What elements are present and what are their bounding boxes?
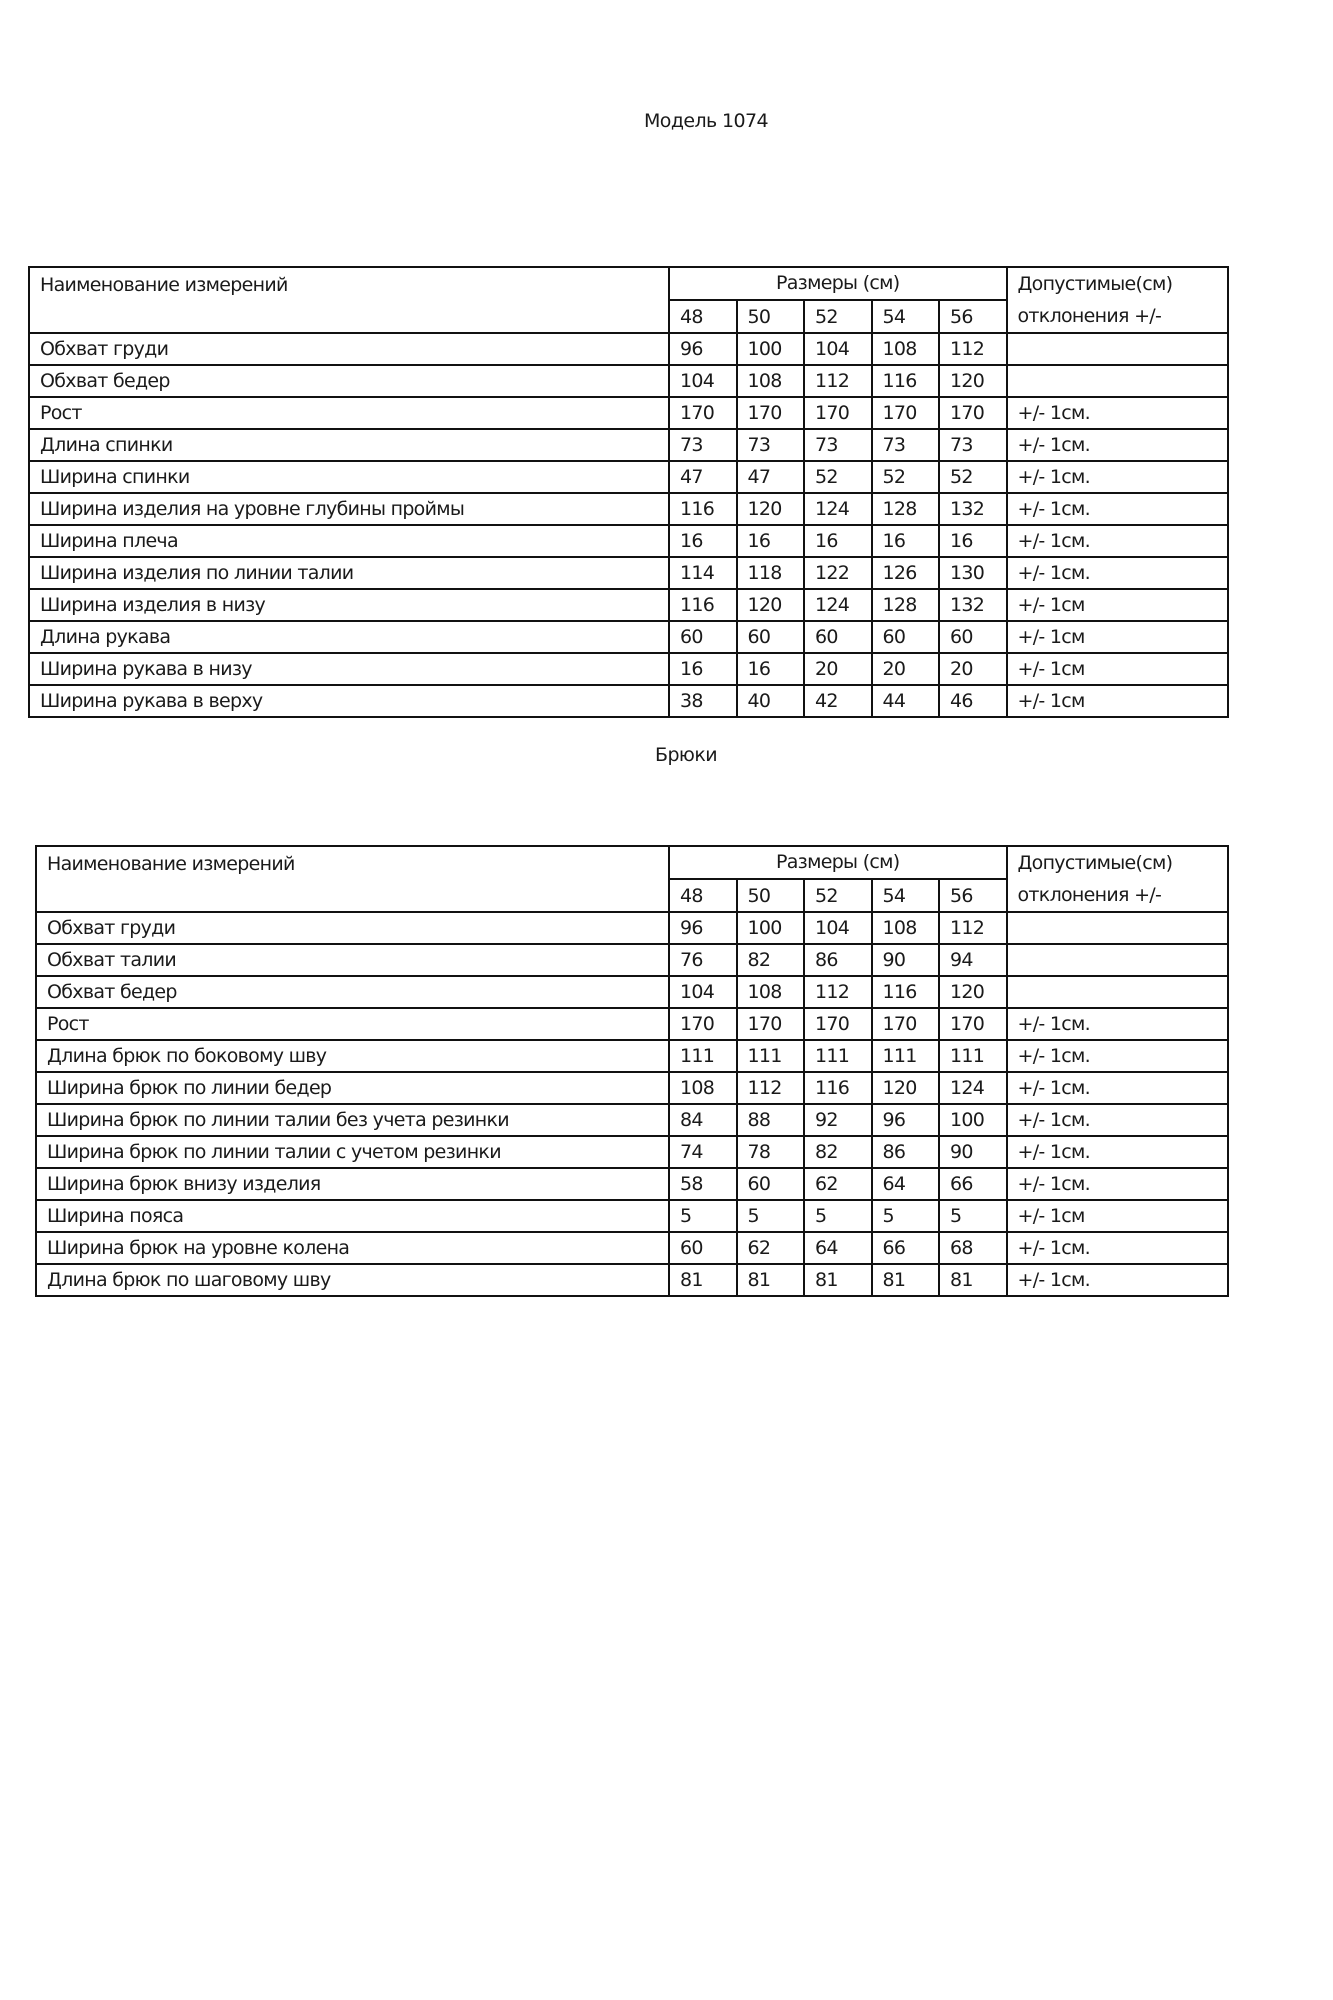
tolerance-value (1007, 365, 1228, 397)
tolerance-header-line1: Допустимые(см) (1017, 273, 1173, 295)
measurement-value: 118 (737, 557, 805, 589)
measurement-value: 108 (669, 1072, 737, 1104)
measurement-value: 108 (737, 365, 805, 397)
measurement-value: 81 (804, 1264, 872, 1296)
tolerance-value: +/- 1см. (1007, 1168, 1228, 1200)
measurement-value: 52 (872, 461, 940, 493)
size-header: 48 (669, 300, 737, 333)
measurement-value: 170 (939, 1008, 1007, 1040)
measurement-value: 111 (804, 1040, 872, 1072)
table-row (29, 557, 1228, 589)
measurement-value: 60 (669, 621, 737, 653)
measurement-value: 92 (804, 1104, 872, 1136)
measurement-name: Рост (29, 397, 669, 429)
table-row (36, 976, 1228, 1008)
tolerance-value: +/- 1см. (1007, 525, 1228, 557)
column-header-name: Наименование измерений (29, 267, 669, 333)
measurement-value: 108 (737, 976, 805, 1008)
tolerance-value: +/- 1см. (1007, 1040, 1228, 1072)
jacket-measurements-table (28, 266, 1229, 718)
measurement-value: 16 (804, 525, 872, 557)
measurement-value: 60 (872, 621, 940, 653)
measurement-name: Ширина плеча (29, 525, 669, 557)
measurement-value: 170 (804, 1008, 872, 1040)
measurement-value: 112 (804, 365, 872, 397)
measurement-name: Ширина изделия в низу (29, 589, 669, 621)
measurement-name: Ширина рукава в низу (29, 653, 669, 685)
measurement-value: 20 (939, 653, 1007, 685)
trousers-measurements-table (35, 845, 1229, 1297)
measurement-value: 170 (737, 1008, 805, 1040)
size-header: 56 (939, 300, 1007, 333)
measurement-value: 62 (804, 1168, 872, 1200)
tolerance-value: +/- 1см. (1007, 1264, 1228, 1296)
measurement-value: 40 (737, 685, 805, 717)
measurement-name: Рост (36, 1008, 669, 1040)
measurement-value: 111 (939, 1040, 1007, 1072)
size-header: 56 (939, 879, 1007, 912)
measurement-value: 122 (804, 557, 872, 589)
tolerance-value: +/- 1см (1007, 653, 1228, 685)
measurement-value: 116 (872, 365, 940, 397)
measurement-value: 60 (669, 1232, 737, 1264)
measurement-value: 94 (939, 944, 1007, 976)
measurement-value: 111 (872, 1040, 940, 1072)
table-row (29, 493, 1228, 525)
column-header-name: Наименование измерений (36, 846, 669, 912)
measurement-value: 81 (737, 1264, 805, 1296)
measurement-name: Ширина изделия по линии талии (29, 557, 669, 589)
measurement-value: 5 (872, 1200, 940, 1232)
measurement-name: Длина рукава (29, 621, 669, 653)
measurement-name: Ширина спинки (29, 461, 669, 493)
measurement-value: 100 (737, 333, 805, 365)
measurement-value: 120 (737, 493, 805, 525)
measurement-value: 120 (872, 1072, 940, 1104)
measurement-value: 124 (804, 589, 872, 621)
measurement-value: 81 (939, 1264, 1007, 1296)
measurement-value: 47 (737, 461, 805, 493)
tolerance-value: +/- 1см. (1007, 1008, 1228, 1040)
measurement-name: Ширина брюк по линии талии без учета резинки (36, 1104, 669, 1136)
measurement-value: 5 (939, 1200, 1007, 1232)
measurement-value: 84 (669, 1104, 737, 1136)
measurement-value: 170 (939, 397, 1007, 429)
measurement-name: Ширина изделия на уровне глубины проймы (29, 493, 669, 525)
column-header-sizes: Размеры (см) (669, 267, 1007, 300)
measurement-value: 76 (669, 944, 737, 976)
measurement-value: 104 (804, 912, 872, 944)
measurement-value: 116 (872, 976, 940, 1008)
measurement-value: 52 (939, 461, 1007, 493)
measurement-value: 112 (939, 333, 1007, 365)
measurement-value: 81 (669, 1264, 737, 1296)
measurement-value: 82 (804, 1136, 872, 1168)
measurement-name: Ширина брюк по линии талии с учетом резинки (36, 1136, 669, 1168)
measurement-value: 64 (804, 1232, 872, 1264)
measurement-name: Обхват груди (36, 912, 669, 944)
measurement-value: 108 (872, 912, 940, 944)
measurement-value: 58 (669, 1168, 737, 1200)
measurement-value: 170 (872, 1008, 940, 1040)
measurement-value: 111 (737, 1040, 805, 1072)
tolerance-value (1007, 944, 1228, 976)
table-row (29, 397, 1228, 429)
table-row (36, 1200, 1228, 1232)
measurement-value: 114 (669, 557, 737, 589)
measurement-name: Ширина рукава в верху (29, 685, 669, 717)
table-row (36, 1008, 1228, 1040)
measurement-value: 5 (737, 1200, 805, 1232)
measurement-value: 60 (737, 621, 805, 653)
measurement-value: 112 (804, 976, 872, 1008)
measurement-value: 132 (939, 589, 1007, 621)
measurement-name: Обхват талии (36, 944, 669, 976)
measurement-value: 5 (804, 1200, 872, 1232)
measurement-value: 16 (669, 525, 737, 557)
size-header: 54 (872, 300, 940, 333)
header-row (29, 267, 1228, 300)
measurement-value: 100 (939, 1104, 1007, 1136)
tolerance-value: +/- 1см. (1007, 493, 1228, 525)
measurement-value: 60 (737, 1168, 805, 1200)
measurement-name: Обхват груди (29, 333, 669, 365)
table-row (36, 912, 1228, 944)
section-title-trousers: Брюки (655, 744, 717, 766)
table-row (36, 1264, 1228, 1296)
tolerance-value: +/- 1см. (1007, 1104, 1228, 1136)
header-row (36, 846, 1228, 879)
measurement-name: Ширина брюк по линии бедер (36, 1072, 669, 1104)
size-header: 48 (669, 879, 737, 912)
measurement-value: 86 (804, 944, 872, 976)
measurement-value: 170 (872, 397, 940, 429)
measurement-value: 96 (669, 912, 737, 944)
measurement-value: 108 (872, 333, 940, 365)
column-header-tolerance (1007, 846, 1228, 912)
measurement-value: 16 (872, 525, 940, 557)
measurement-value: 111 (669, 1040, 737, 1072)
tolerance-value: +/- 1см. (1007, 429, 1228, 461)
measurement-value: 74 (669, 1136, 737, 1168)
measurement-value: 20 (804, 653, 872, 685)
measurement-value: 16 (669, 653, 737, 685)
measurement-value: 82 (737, 944, 805, 976)
size-header: 50 (737, 300, 805, 333)
measurement-value: 104 (669, 365, 737, 397)
measurement-value: 16 (737, 525, 805, 557)
measurement-value: 116 (669, 493, 737, 525)
table-row (36, 1040, 1228, 1072)
measurement-value: 170 (669, 397, 737, 429)
measurement-value: 126 (872, 557, 940, 589)
measurement-value: 124 (804, 493, 872, 525)
measurement-value: 60 (939, 621, 1007, 653)
measurement-value: 42 (804, 685, 872, 717)
table-row (29, 333, 1228, 365)
measurement-value: 16 (939, 525, 1007, 557)
measurement-value: 100 (737, 912, 805, 944)
size-header: 52 (804, 879, 872, 912)
table-row (29, 429, 1228, 461)
measurement-value: 73 (669, 429, 737, 461)
measurement-value: 170 (737, 397, 805, 429)
measurement-value: 120 (737, 589, 805, 621)
tolerance-header-line2: отклонения +/- (1017, 884, 1162, 906)
table-row (29, 461, 1228, 493)
column-header-tolerance (1007, 267, 1228, 333)
measurement-value: 112 (939, 912, 1007, 944)
size-header: 54 (872, 879, 940, 912)
measurement-value: 120 (939, 976, 1007, 1008)
tolerance-value: +/- 1см. (1007, 557, 1228, 589)
measurement-value: 90 (872, 944, 940, 976)
measurement-value: 66 (872, 1232, 940, 1264)
measurement-value: 47 (669, 461, 737, 493)
measurement-name: Длина спинки (29, 429, 669, 461)
measurement-value: 104 (669, 976, 737, 1008)
measurement-value: 52 (804, 461, 872, 493)
measurement-value: 66 (939, 1168, 1007, 1200)
measurement-value: 64 (872, 1168, 940, 1200)
table-row (36, 1136, 1228, 1168)
tolerance-value (1007, 912, 1228, 944)
measurement-name: Ширина брюк на уровне колена (36, 1232, 669, 1264)
measurement-value: 86 (872, 1136, 940, 1168)
measurement-value: 73 (804, 429, 872, 461)
measurement-value: 128 (872, 493, 940, 525)
tolerance-value: +/- 1см. (1007, 397, 1228, 429)
tolerance-value: +/- 1см (1007, 621, 1228, 653)
tolerance-header-line1: Допустимые(см) (1017, 852, 1173, 874)
measurement-value: 68 (939, 1232, 1007, 1264)
measurement-name: Длина брюк по боковому шву (36, 1040, 669, 1072)
measurement-name: Длина брюк по шаговому шву (36, 1264, 669, 1296)
table-row (29, 525, 1228, 557)
table-row (36, 1104, 1228, 1136)
table-row (29, 589, 1228, 621)
tolerance-value: +/- 1см. (1007, 1136, 1228, 1168)
tolerance-value: +/- 1см (1007, 685, 1228, 717)
table-row (36, 944, 1228, 976)
measurement-value: 132 (939, 493, 1007, 525)
measurement-value: 116 (669, 589, 737, 621)
table-row (29, 621, 1228, 653)
table-row (36, 1232, 1228, 1264)
measurement-value: 78 (737, 1136, 805, 1168)
measurement-value: 90 (939, 1136, 1007, 1168)
table-row (29, 685, 1228, 717)
measurement-value: 124 (939, 1072, 1007, 1104)
measurement-value: 46 (939, 685, 1007, 717)
measurement-value: 16 (737, 653, 805, 685)
measurement-value: 20 (872, 653, 940, 685)
measurement-name: Ширина брюк внизу изделия (36, 1168, 669, 1200)
measurement-value: 170 (804, 397, 872, 429)
measurement-value: 120 (939, 365, 1007, 397)
measurement-value: 38 (669, 685, 737, 717)
measurement-value: 112 (737, 1072, 805, 1104)
measurement-value: 73 (872, 429, 940, 461)
measurement-value: 60 (804, 621, 872, 653)
tolerance-value: +/- 1см. (1007, 1232, 1228, 1264)
measurement-value: 116 (804, 1072, 872, 1104)
measurement-value: 81 (872, 1264, 940, 1296)
measurement-value: 73 (737, 429, 805, 461)
table-row (29, 653, 1228, 685)
tolerance-value: +/- 1см (1007, 589, 1228, 621)
measurement-value: 62 (737, 1232, 805, 1264)
measurement-value: 104 (804, 333, 872, 365)
tolerance-value: +/- 1см. (1007, 1072, 1228, 1104)
measurement-name: Ширина пояса (36, 1200, 669, 1232)
measurement-value: 88 (737, 1104, 805, 1136)
tolerance-value (1007, 976, 1228, 1008)
size-header: 50 (737, 879, 805, 912)
tolerance-value: +/- 1см (1007, 1200, 1228, 1232)
measurement-value: 96 (872, 1104, 940, 1136)
size-header: 52 (804, 300, 872, 333)
measurement-value: 96 (669, 333, 737, 365)
measurement-value: 128 (872, 589, 940, 621)
table-row (36, 1072, 1228, 1104)
tolerance-value: +/- 1см. (1007, 461, 1228, 493)
measurement-value: 73 (939, 429, 1007, 461)
measurement-value: 170 (669, 1008, 737, 1040)
measurement-value: 44 (872, 685, 940, 717)
measurement-value: 5 (669, 1200, 737, 1232)
column-header-sizes: Размеры (см) (669, 846, 1007, 879)
tolerance-header-line2: отклонения +/- (1017, 305, 1162, 327)
table-row (36, 1168, 1228, 1200)
tolerance-value (1007, 333, 1228, 365)
table-row (29, 365, 1228, 397)
measurement-value: 130 (939, 557, 1007, 589)
measurement-name: Обхват бедер (36, 976, 669, 1008)
document-title: Модель 1074 (644, 110, 768, 132)
measurement-name: Обхват бедер (29, 365, 669, 397)
